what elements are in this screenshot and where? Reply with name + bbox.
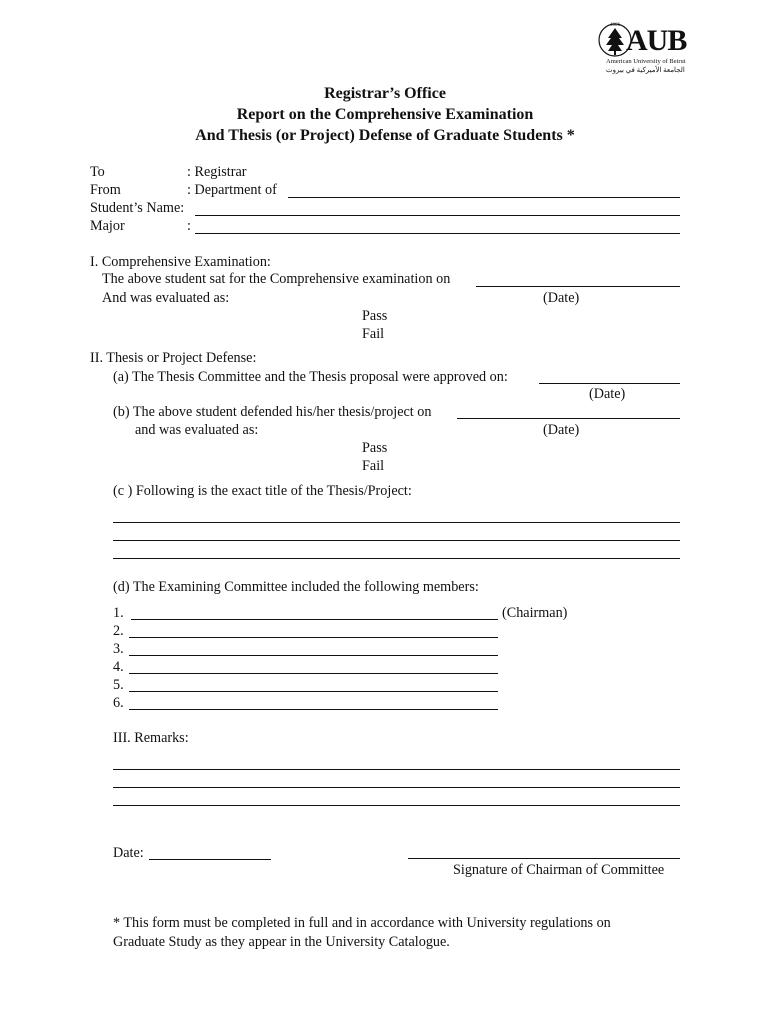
student-name-field[interactable] — [195, 215, 680, 216]
thesis-title-line-1[interactable] — [113, 522, 680, 523]
comprehensive-exam-date-field[interactable] — [476, 286, 680, 287]
section2-b-evaluated: and was evaluated as: — [135, 422, 259, 438]
section1-heading: I. Comprehensive Examination: — [90, 254, 271, 270]
logo-arabic-name: الجامعة الأميركية في بيروت — [606, 66, 685, 74]
member-number-3: 3. — [113, 641, 124, 657]
member-number-4: 4. — [113, 659, 124, 675]
header-office: Registrar’s Office — [324, 85, 446, 102]
member-field-2[interactable] — [129, 637, 498, 638]
section1-date-label: (Date) — [543, 290, 580, 306]
header-report-subtitle: And Thesis (or Project) Defense of Graduate Students * — [195, 127, 575, 144]
date-field[interactable] — [149, 859, 271, 860]
major-label: Major — [90, 218, 125, 234]
date-label: Date: — [113, 845, 144, 861]
section1-sat-text: The above student sat for the Comprehensive examination on — [102, 271, 451, 287]
header-report-title: Report on the Comprehensive Examination — [236, 106, 534, 123]
remarks-line-3[interactable] — [113, 805, 680, 806]
student-name-label: Student’s Name: — [90, 200, 185, 216]
member-number-1: 1. — [113, 605, 124, 621]
section1-evaluated-text: And was evaluated as: — [102, 290, 230, 306]
member-field-4[interactable] — [129, 673, 498, 674]
section1-pass-option[interactable]: Pass — [362, 308, 388, 324]
member-number-5: 5. — [113, 677, 124, 693]
chairman-signature-field[interactable] — [408, 858, 680, 859]
section2-a-date-label: (Date) — [589, 386, 626, 402]
section2-pass-option[interactable]: Pass — [362, 440, 388, 456]
major-field[interactable] — [195, 233, 680, 234]
section2-b-text: (b) The above student defended his/her thesis/project on — [113, 404, 432, 420]
department-field[interactable] — [288, 197, 680, 198]
section2-d-text: (d) The Examining Committee included the following members: — [113, 579, 479, 595]
footnote-line-2: Graduate Study as they appear in the University Catalogue. — [113, 934, 450, 950]
logo-university-name: American University of Beirut — [606, 58, 686, 65]
section2-b-date-label: (Date) — [543, 422, 580, 438]
section3-heading: III. Remarks: — [113, 730, 189, 746]
section2-fail-option[interactable]: Fail — [362, 458, 385, 474]
from-label: From — [90, 182, 121, 198]
member-field-5[interactable] — [129, 691, 498, 692]
section2-heading: II. Thesis or Project Defense: — [90, 350, 257, 366]
member-number-6: 6. — [113, 695, 124, 711]
proposal-approval-date-field[interactable] — [539, 383, 680, 384]
remarks-line-2[interactable] — [113, 787, 680, 788]
chairman-label: (Chairman) — [502, 605, 568, 621]
remarks-line-1[interactable] — [113, 769, 680, 770]
to-label: To — [90, 164, 105, 180]
thesis-title-line-3[interactable] — [113, 558, 680, 559]
from-value: : Department of — [187, 182, 277, 198]
logo-year: 1866 — [610, 23, 620, 28]
section2-a-text: (a) The Thesis Committee and the Thesis proposal were approved on: — [113, 369, 508, 385]
member-field-1[interactable] — [131, 619, 498, 620]
member-number-2: 2. — [113, 623, 124, 639]
footnote-line-1: * This form must be completed in full and in accordance with University regulations on — [113, 915, 611, 931]
section2-c-text: (c ) Following is the exact title of the Thesis/Project: — [113, 483, 412, 499]
to-value: : Registrar — [187, 164, 247, 180]
aub-logo — [598, 18, 690, 80]
thesis-title-line-2[interactable] — [113, 540, 680, 541]
signature-label: Signature of Chairman of Committee — [453, 862, 665, 878]
section1-fail-option[interactable]: Fail — [362, 326, 385, 342]
member-field-6[interactable] — [129, 709, 498, 710]
member-field-3[interactable] — [129, 655, 498, 656]
defense-date-field[interactable] — [457, 418, 680, 419]
major-colon: : — [187, 218, 191, 234]
logo-wordmark: AUB — [626, 24, 687, 57]
